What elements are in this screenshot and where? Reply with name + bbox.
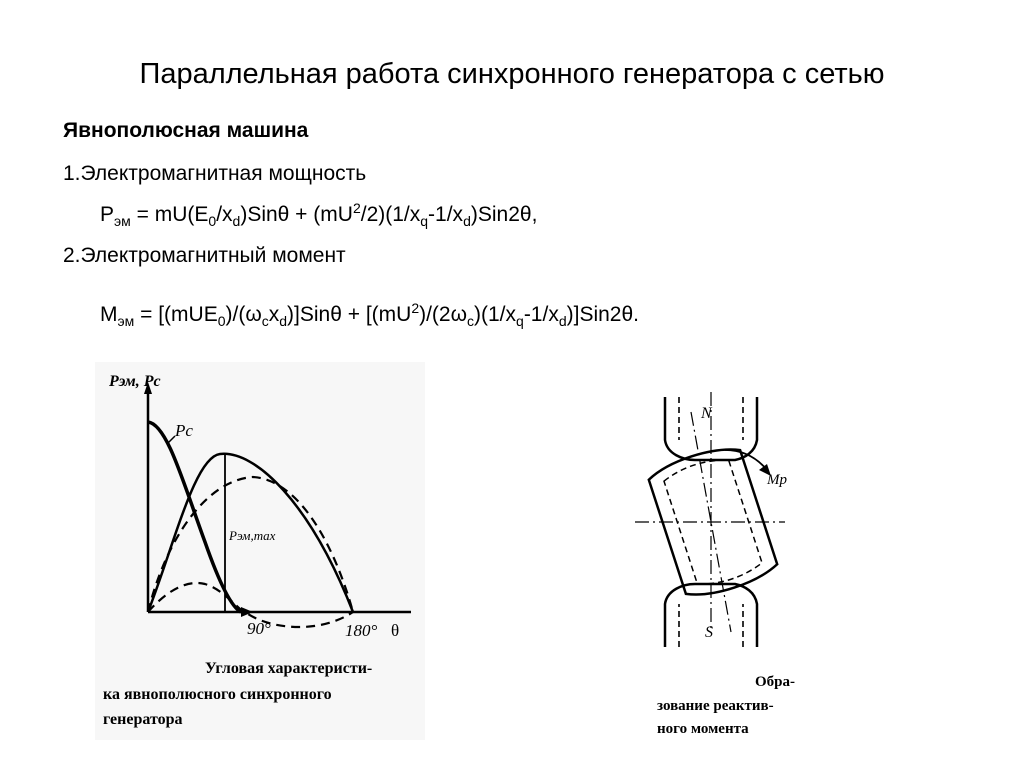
power-formula: $P_{эм} = mU(E_0/x_d)Sin\theta + (mU^2/2)(1/x_q-1/x_d)Sin2\theta$,: [100, 200, 538, 230]
page-title: Параллельная работа синхронного генератора с сетью: [139, 58, 885, 90]
south-label: S: [705, 624, 713, 641]
angular-characteristic-figure: [95, 362, 425, 740]
caption-line-3: ного момента: [657, 721, 749, 737]
caption-line-1: Обра-: [755, 674, 796, 690]
subheading: Явнополюсная машина: [63, 119, 309, 142]
pc-label: Pc: [175, 421, 193, 440]
y-axis-label: Pэм, Pc: [109, 373, 161, 390]
pmax-label: Pэм,max: [229, 528, 276, 543]
caption-line-2: зование реактив-: [657, 698, 774, 714]
theta-label: θ: [391, 621, 400, 640]
list-item-power: 1.Электромагнитная мощность: [63, 162, 367, 185]
north-label: N: [701, 405, 712, 422]
caption-line-1: Угловая характеристи-: [205, 660, 373, 677]
tick-90: 90°: [247, 619, 271, 638]
caption-line-3: генератора: [103, 711, 183, 728]
reactive-torque-figure: [595, 382, 860, 740]
torque-label: Mр: [767, 472, 787, 488]
list-item-torque: 2.Электромагнитный момент: [63, 244, 346, 267]
caption-line-2: ка явнополюсного синхронного: [103, 686, 332, 703]
torque-formula: $M_{эм} = [(mUE_0)/(\omega_cx_d)]Sin\theta + [(mU^2)/(2\omega_c)(1/x_q-1/x_d)]Sin2\theta$.: [100, 300, 639, 330]
tick-180: 180°: [345, 621, 378, 640]
